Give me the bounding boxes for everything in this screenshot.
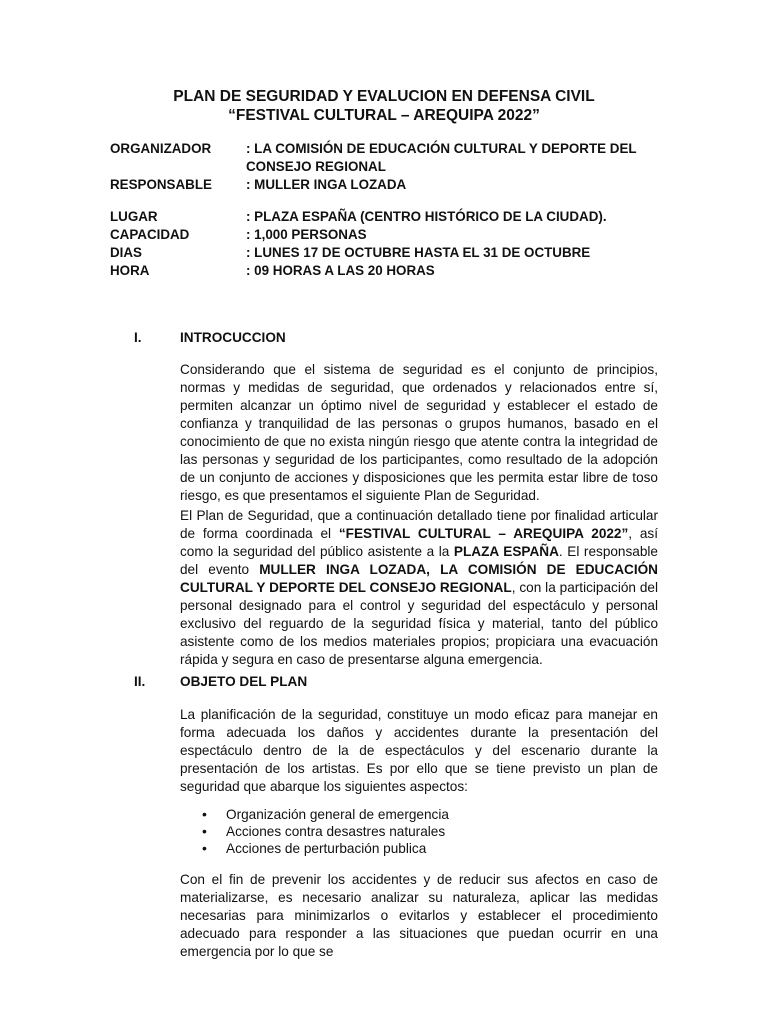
info-row-capacity (110, 226, 670, 244)
responsible-bold: MULLER INGA LOZADA, LA COMISIÓN DE EDUCACIÓN CULTURAL Y DEPORTE DEL CONSEJO REGIONAL (180, 562, 658, 595)
info-label: ORGANIZADOR (110, 141, 212, 156)
objective-paragraph-1: La planificación de la seguridad, constituye un modo eficaz para manejar en forma adecuada los daños y accidentes durante la presentación del espectáculo dentro de la de espectáculos y del escenario durante la presentación de los artistas. Es por ello que se tiene previsto un plan de seguridad que abarque los siguientes aspectos: (180, 707, 658, 794)
info-row-hours (110, 262, 670, 280)
info-value: : LA COMISIÓN DE EDUCACIÓN CULTURAL Y DEPORTE DEL CONSEJO REGIONAL (246, 141, 637, 174)
info-row-days (110, 244, 670, 262)
info-block-event (110, 208, 670, 280)
section-title: OBJETO DEL PLAN (180, 674, 308, 689)
info-value: : LUNES 17 DE OCTUBRE HASTA EL 31 DE OCTUBRE (246, 245, 591, 260)
text-run: El Plan de Seguridad, que a continuación detallado tiene por finalidad articular de forma coordinada el (180, 508, 658, 541)
info-value: : PLAZA ESPAÑA (CENTRO HISTÓRICO DE LA CIUDAD). (246, 209, 607, 224)
info-block-organizer (110, 140, 670, 194)
list-item: • Acciones contra desastres naturales (180, 823, 449, 840)
list-item: • Acciones de perturbación publica (180, 840, 449, 857)
info-label: CAPACIDAD (110, 227, 190, 242)
intro-paragraph-2 (180, 507, 658, 669)
text-run: . El responsable del evento (180, 544, 658, 577)
list-item: • Organización general de emergencia (180, 806, 449, 823)
text-run: , así como la seguridad del público asistente a la (180, 526, 658, 559)
text-run: , con la participación del personal designado para el control y seguridad del espectáculo y personal exclusivo del reguardo de la seguridad física y material, tanto del público asistente como de los medios materiales propios; propiciara una evacuación rápida y segura en caso de presentarse alguna emergencia. (180, 580, 659, 667)
info-label: DIAS (110, 245, 142, 260)
info-row-organizer (110, 140, 670, 176)
objective-paragraph-2: Con el fin de prevenir los accidentes y de reducir sus afectos en caso de materializarse, es necesario analizar su naturaleza, aplicar las medidas necesarias para minimizarlos o evitarlos y establecer el procedimiento adecuado para responder a las situaciones que puedan ocurrir en una emergencia por lo que se (180, 872, 658, 959)
event-name-bold: “FESTIVAL CULTURAL – AREQUIPA 2022” (338, 526, 629, 541)
intro-paragraph-1: Considerando que el sistema de seguridad es el conjunto de principios, normas y medidas de seguridad, que ordenados y relacionados entre sí, permiten alcanzar un óptimo nivel de seguridad y establecer el estado de confianza y tranquilidad de las personas o grupos humanos, basado en el conocimiento de que no exista ningún riesgo que atente contra la integridad de las personas y seguridad de los participantes, como resultado de la adopción de un conjunto de acciones y disposiciones que les permita estar libre de toso riesgo, es que presentamos el siguiente Plan de Seguridad. (180, 362, 658, 503)
info-label: HORA (110, 263, 150, 278)
venue-bold: PLAZA ESPAÑA (453, 544, 559, 559)
document-title-line1: PLAN DE SEGURIDAD Y EVALUCION EN DEFENSA CIVIL (173, 88, 595, 105)
info-row-responsible (110, 176, 670, 194)
section-title: INTROCUCCION (180, 330, 286, 345)
info-label: LUGAR (110, 209, 158, 224)
info-label: RESPONSABLE (110, 177, 212, 192)
aspects-list (180, 806, 449, 857)
section-number: I. (134, 330, 142, 345)
info-value: : 1,000 PERSONAS (246, 227, 367, 242)
info-value: : MULLER INGA LOZADA (246, 177, 407, 192)
info-value: : 09 HORAS A LAS 20 HORAS (246, 263, 435, 278)
document-title-line2: “FESTIVAL CULTURAL – AREQUIPA 2022” (228, 107, 540, 124)
section-number: II. (134, 674, 146, 689)
info-row-place (110, 208, 670, 226)
